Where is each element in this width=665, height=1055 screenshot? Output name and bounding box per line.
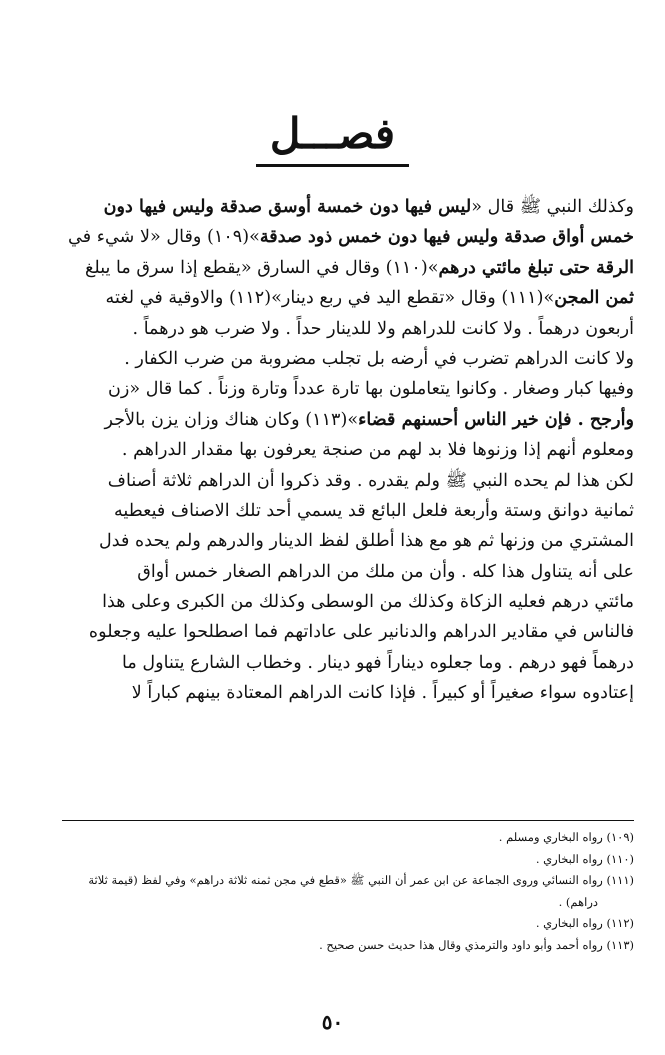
line-text: مائتي درهم فعليه الزكاة وكذلك من الوسطى وكذلك من الكبرى وعلى هذا	[102, 592, 634, 613]
quoted-hadith-text: ثمن المجن	[554, 287, 634, 309]
body-text	[34, 192, 634, 709]
text-line	[34, 283, 634, 313]
text-line	[34, 557, 634, 587]
section-heading: فصـــل	[256, 108, 409, 167]
text-line	[34, 222, 634, 252]
footnote: (١١١) رواه النسائي وروى الجماعة عن ابن عمر أن النبي ﷺ «قطع في مجن ثمنه ثلاثة دراهم» وفي لفظ (قيمة ثلاثة	[88, 873, 634, 887]
text-line	[34, 253, 634, 283]
text-line	[34, 496, 634, 526]
line-text: »(١١٣) وكان هناك وزان يزن بالأجر	[104, 409, 359, 430]
line-text: وفيها كبار وصغار . وكانوا يتعاملون بها تارة عدداً وتارة وزناً . كما قال «زن	[107, 379, 634, 400]
text-line	[34, 678, 634, 708]
line-text: ومعلوم أنهم إذا وزنوها فلا بد لهم من صنجة يعرفون بها مقدار الدراهم .	[121, 440, 634, 461]
line-text: درهماً فهو درهم . وما جعلوه ديناراً فهو دينار . وخطاب الشارع يتناول ما	[122, 652, 634, 673]
line-text: لكن هذا لم يحده النبي ﷺ ولم يقدره . وقد ذكروا أن الدراهم ثلاثة أصناف	[107, 470, 634, 491]
footnote: (١٠٩) رواه البخاري ومسلم .	[498, 830, 634, 844]
line-text: »(١١١) وقال «تقطع اليد في ربع دينار»(١١٢) والاوقية في لغته	[105, 288, 555, 309]
footnote: (١١٣) رواه أحمد وأبو داود والترمذي وقال هذا حديث حسن صحيح .	[319, 937, 634, 952]
line-text: على أنه يتناول هذا كله . وأن من ملك من الدراهم الصغار خمس أواق	[137, 561, 634, 582]
footnote-divider	[62, 820, 634, 821]
line-text: المشتري من وزنها ثم هو مع هذا أطلق لفظ الدينار والدرهم ولم يحده فدل	[98, 531, 634, 552]
footnotes	[34, 827, 634, 956]
text-line	[34, 617, 634, 647]
quoted-hadith-text: ليس فيها دون خمسة أوسق صدقة وليس فيها دون	[103, 196, 472, 217]
heading-container	[0, 108, 665, 167]
text-line	[34, 466, 634, 496]
footnote: (١١٢) رواه البخاري .	[535, 916, 634, 930]
line-text: أربعون درهماً . ولا كانت للدراهم ولا للدينار حداً . ولا ضرب هو درهماً .	[132, 318, 634, 339]
line-text: وكذلك النبي ﷺ قال «	[471, 197, 634, 217]
line-text: إعتادوه سواء صغيراً أو كبيراً . فإذا كانت الدراهم المعتادة بينهم كباراً لا	[131, 683, 634, 704]
quoted-hadith-text: وأرجح . فإن خير الناس أحسنهم قضاء	[358, 408, 634, 430]
text-line	[34, 344, 634, 374]
line-text: ثمانية دوانق وستة وأربعة فلعل البائع قد يسمي أحد تلك الاصناف فيعطيه	[113, 500, 634, 521]
footnote: دراهم) .	[558, 894, 598, 909]
line-text: فالناس في مقادير الدراهم والدنانير على عاداتهم فما اصطلحوا عليه وجعلوه	[88, 622, 634, 643]
text-line	[34, 526, 634, 556]
footnote: (١١٠) رواه البخاري .	[535, 851, 634, 866]
text-line	[34, 435, 634, 465]
text-line	[34, 374, 634, 404]
line-text: »(١٠٩) وقال «لا شيء في	[68, 227, 260, 248]
text-line	[34, 648, 634, 678]
text-line	[34, 314, 634, 344]
text-line	[34, 405, 634, 435]
quoted-hadith-text: خمس أواق صدقة وليس فيها دون خمس ذود صدقة	[259, 226, 634, 248]
text-line	[34, 192, 634, 222]
line-text: »(١١٠) وقال في السارق «يقطع إذا سرق ما يبلغ	[85, 257, 439, 278]
quoted-hadith-text: الرقة حتى تبلغ مائتي درهم	[438, 256, 634, 278]
page-number: ٥٠	[321, 1010, 344, 1034]
line-text: ولا كانت الدراهم تضرب في أرضه بل تجلب مضروبة من ضرب الكفار .	[124, 348, 634, 369]
text-line	[34, 587, 634, 617]
